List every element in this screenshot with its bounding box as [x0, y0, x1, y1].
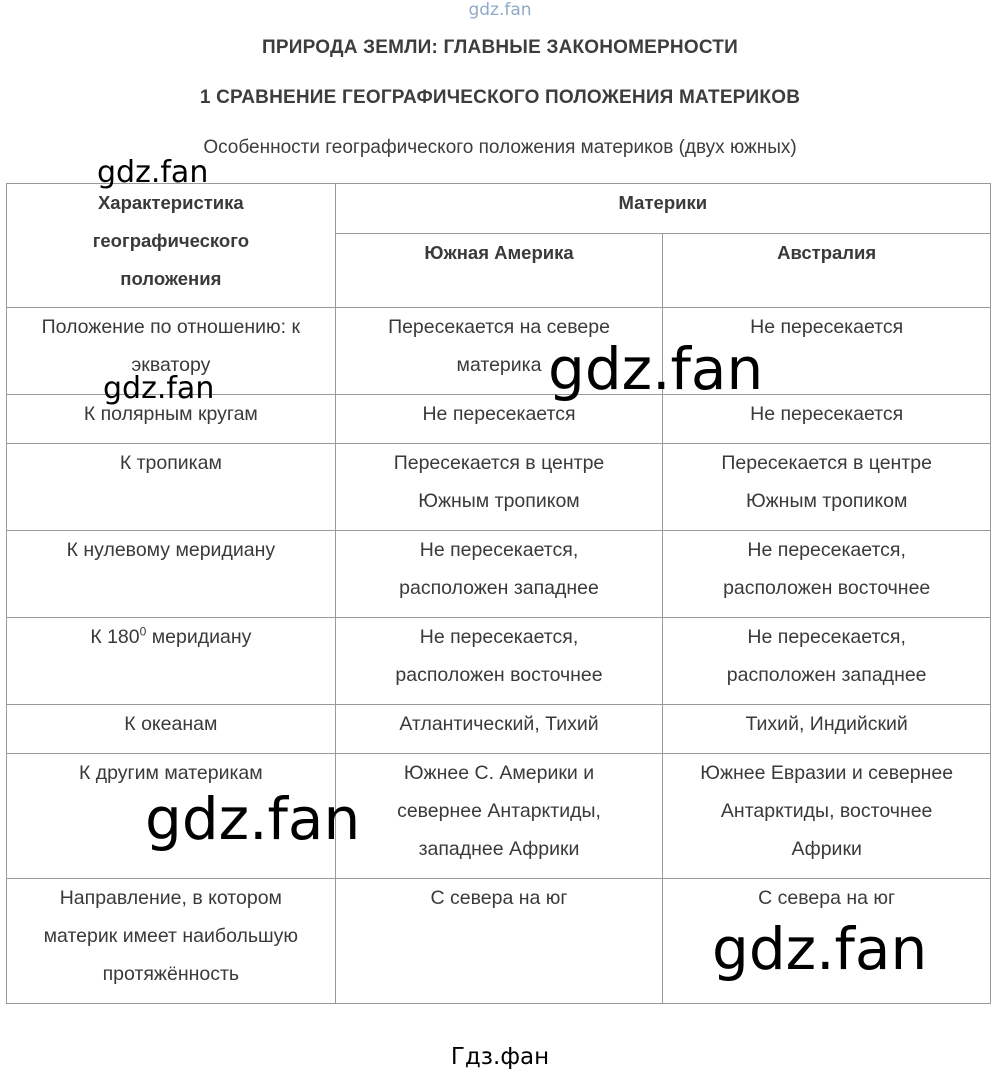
section-title: 1 СРАВНЕНИЕ ГЕОГРАФИЧЕСКОГО ПОЛОЖЕНИЯ МАТЕРИКОВ	[199, 87, 801, 108]
page-title: ПРИРОДА ЗЕМЛИ: ГЛАВНЫЕ ЗАКОНОМЕРНОСТИ	[262, 37, 738, 58]
degree-superscript: 0	[139, 624, 147, 639]
row-label: К тропикам	[7, 444, 336, 531]
row-label: К полярным кругам	[7, 395, 336, 444]
watermark: gdz.fan	[548, 335, 764, 403]
row-label-prefix: К 180	[90, 626, 140, 648]
header-characteristic: Характеристика географического положения	[7, 184, 336, 308]
header-continents: Материки	[335, 184, 990, 234]
watermark-top: gdz.fan	[468, 0, 532, 20]
table-header-row	[7, 184, 991, 234]
cell-australia: Пересекается в центре Южным тропиком	[663, 444, 991, 531]
row-label: К другим материкам	[7, 754, 336, 879]
watermark: gdz.fan	[712, 915, 928, 983]
cell-south-america: Не пересекается, расположен восточнее	[335, 618, 663, 705]
row-label-suffix: меридиану	[146, 626, 252, 648]
table-row	[7, 531, 991, 618]
cell-australia: Не пересекается	[663, 308, 991, 395]
cell-south-america: Не пересекается, расположен западнее	[335, 531, 663, 618]
table-row	[7, 618, 991, 705]
footer-watermark: Гдз.фан	[450, 1044, 550, 1070]
cell-australia: Южнее Евразии и севернее Антарктиды, восточнее Африки	[663, 754, 991, 879]
header-australia: Австралия	[663, 234, 991, 308]
cell-south-america: Пересекается в центре Южным тропиком	[335, 444, 663, 531]
cell-south-america: Не пересекается	[335, 395, 663, 444]
cell-australia: Не пересекается, расположен западнее	[663, 618, 991, 705]
table-caption: Особенности географического положения материков (двух южных)	[203, 137, 797, 158]
cell-australia: Не пересекается	[663, 395, 991, 444]
row-label	[7, 618, 336, 705]
table-row	[7, 444, 991, 531]
row-label: Положение по отношению: к экватору	[7, 308, 336, 395]
header-south-america: Южная Америка	[335, 234, 663, 308]
row-label: К нулевому меридиану	[7, 531, 336, 618]
cell-australia: Тихий, Индийский	[663, 705, 991, 754]
watermark: gdz.fan	[97, 155, 209, 190]
row-label: Направление, в котором материк имеет наибольшую протяжённость	[7, 879, 336, 1004]
cell-south-america: С севера на юг	[335, 879, 663, 1004]
cell-south-america: Южнее С. Америки и севернее Антарктиды, западнее Африки	[335, 754, 663, 879]
row-label: К океанам	[7, 705, 336, 754]
cell-south-america: Атлантический, Тихий	[335, 705, 663, 754]
cell-south-america: Пересекается на севере материка	[335, 308, 663, 395]
watermark: gdz.fan	[145, 785, 361, 853]
table-row	[7, 705, 991, 754]
watermark: gdz.fan	[103, 371, 215, 406]
cell-australia: С севера на юг	[663, 879, 991, 1004]
comparison-table	[6, 183, 991, 1004]
cell-australia: Не пересекается, расположен восточнее	[663, 531, 991, 618]
